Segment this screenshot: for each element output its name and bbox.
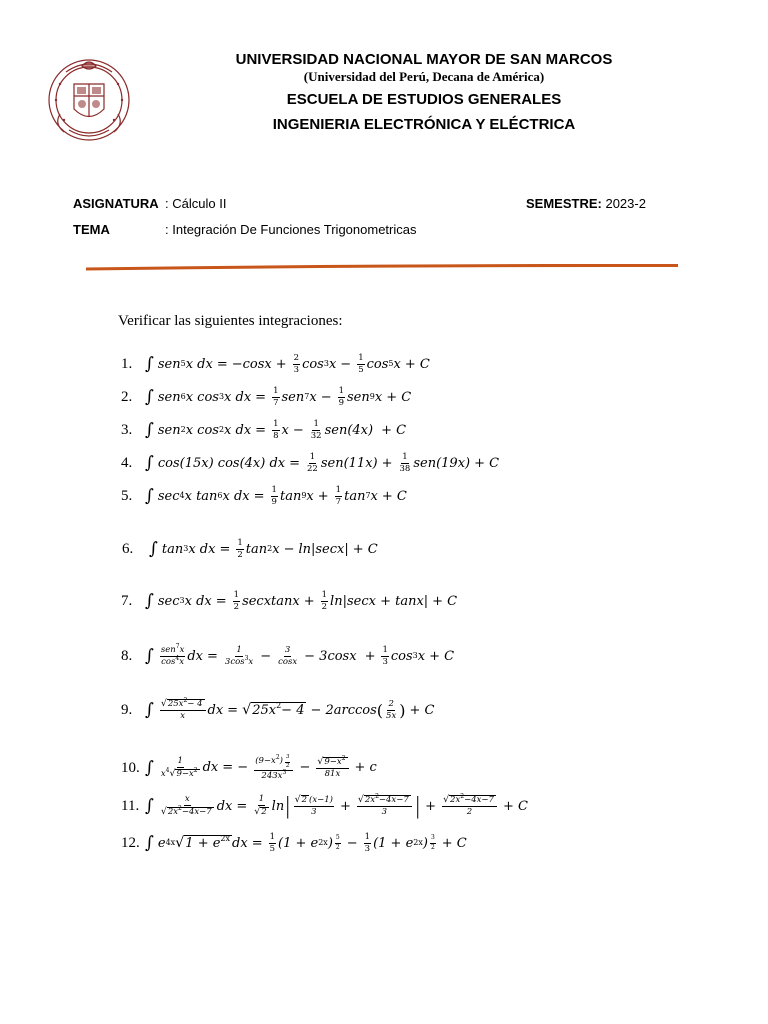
exercise-12 xyxy=(121,830,471,856)
exercise-2 xyxy=(121,384,415,410)
career-name: INGENIERIA ELECTRÓNICA Y ELÉCTRICA xyxy=(272,116,576,133)
exercise-number: 7. xyxy=(121,592,133,609)
integral-expression: ∫ sen 5 x dx = −cosx + $\frac{2}{3}$ cos 3 x − $\frac{1}{5}$ cos 5 x + C xyxy=(145,352,430,375)
semester: SEMESTRE: 2023-2 xyxy=(526,196,646,211)
exercise-number: 9. xyxy=(121,701,133,718)
exercise-number: 8. xyxy=(121,647,133,664)
integral-expression: ∫ sec 3 x dx = $\frac{1}{2}$ secxtanx + $\frac{1}{2}$ ln|secx + tanx| + C xyxy=(145,589,458,612)
exercise-number: 10. xyxy=(121,759,140,776)
exercise-number: 12. xyxy=(121,834,140,851)
integral-expression: ∫ √ $25x^2- 4$ x dx = √ $25x^2- 4$ − 2arccos ( $\frac{2}{5x}$ ) + C xyxy=(145,697,435,721)
exercise-10 xyxy=(121,752,381,784)
exercise-8 xyxy=(121,643,458,669)
exercise-number: 5. xyxy=(121,487,133,504)
integral-expression: ∫ e 4x √ $1 + e^{2x}$ dx = $\frac{1}{5}$ (1 + e 2x ) $\frac{5}{2}$ − $\frac{1}{3}$ (1 + e 2x ) $\frac{3}{2}$ + C xyxy=(145,831,467,854)
topic-label: TEMA xyxy=(73,222,110,237)
exercise-number: 6. xyxy=(122,540,134,557)
integral-expression: ∫ sen 6 x cos 3 x dx = $\frac{1}{7}$ sen 7 x − $\frac{1}{9}$ sen 9 x + C xyxy=(145,385,412,408)
exercise-1 xyxy=(121,351,434,377)
exercise-number: 1. xyxy=(121,355,133,372)
header-divider xyxy=(86,264,678,271)
exercise-6 xyxy=(122,536,382,562)
exercise-number: 3. xyxy=(121,421,133,438)
exercise-number: 2. xyxy=(121,388,133,405)
instructions: Verificar las siguientes integraciones: xyxy=(118,313,343,329)
integral-expression: ∫ tan 3 x dx = $\frac{1}{2}$ tan 2 x − ln|secx| + C xyxy=(149,537,378,560)
integral-expression: ∫ sen 2 x cos 2 x dx = $\frac{1}{8}$ x − $\frac{1}{32}$ sen(4x) + C xyxy=(145,418,407,441)
integral-expression: ∫ cos(15x) cos(4x) dx = $\frac{1}{22}$ sen(11x) + $\frac{1}{38}$ sen(19x) + C xyxy=(145,451,500,474)
exercise-7 xyxy=(121,588,461,614)
exercise-5 xyxy=(121,483,411,509)
school-name: ESCUELA DE ESTUDIOS GENERALES xyxy=(286,91,562,108)
exercise-3 xyxy=(121,417,410,443)
exercise-4 xyxy=(121,450,503,476)
university-subtitle: (Universidad del Perú, Decana de América) xyxy=(303,69,545,84)
university-crest-icon xyxy=(44,54,134,144)
exercise-number: 11. xyxy=(121,797,140,814)
exercise-11 xyxy=(121,790,532,822)
integral-expression: ∫ 1 $x^4$ √ $9-x^2$ dx = − $(9-x^2)$ $\frac{3}{2}$ $243x^3$ − √ $9-x^2$ 81x + c xyxy=(145,753,377,782)
integral-expression: ∫ $\frac{sen^7x}{\cos^4x}$ dx = $\frac{1}{3\cos^3x}$ − $\frac{3}{\cos x}$ − 3cosx + $\frac{1}{3}$ cos 3 x + C xyxy=(145,642,455,667)
integral-expression: ∫ sec 4 x tan 6 x dx = $\frac{1}{9}$ tan 9 x + $\frac{1}{7}$ tan 7 x + C xyxy=(145,484,407,507)
university-name: UNIVERSIDAD NACIONAL MAYOR DE SAN MARCOS xyxy=(235,51,613,68)
subject-label: ASIGNATURA xyxy=(73,196,159,211)
topic-value: : Integración De Funciones Trigonometricas xyxy=(165,222,417,237)
exercise-9 xyxy=(121,695,438,725)
exercise-number: 4. xyxy=(121,454,133,471)
integral-expression: ∫ x √ $2x^2-4x-7$ dx = 1 √ 2 ln | √ 2 (x−1) 3 + √ $2x^2-4x-7$ 3 | + √ $2x^2-4x-7$ 2 + C xyxy=(145,793,528,819)
subject-value: : Cálculo II xyxy=(165,196,227,211)
